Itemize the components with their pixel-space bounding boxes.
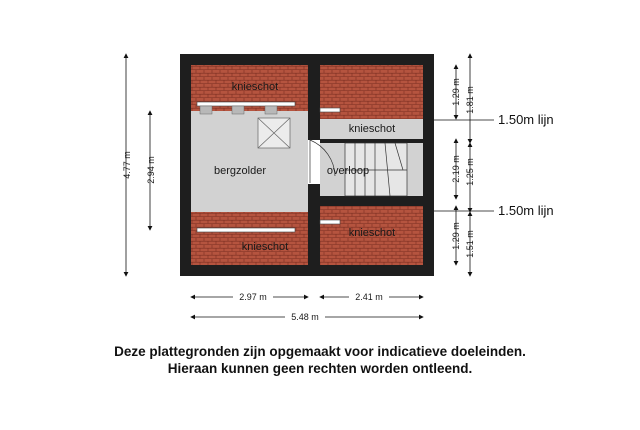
knee-wall-upper — [320, 139, 423, 143]
roof-tiles-bottom-left — [191, 212, 308, 265]
disclaimer-line-2: Hieraan kunnen geen rechten worden ontleend. — [167, 361, 473, 376]
dim-right-top: 1.29 m — [451, 78, 461, 106]
lijn-upper-label: 1.50m lijn — [498, 112, 554, 127]
lijn-lower-label: 1.50m lijn — [498, 203, 554, 218]
dim-right-bottom-outer: 1.51 m — [465, 230, 475, 258]
window-top-left — [197, 102, 295, 106]
window-bottom-left — [197, 228, 295, 232]
bergzolder-floor — [191, 111, 308, 212]
dim-left-inner: 2.94 m — [146, 156, 156, 184]
dim-bottom-total: 5.48 m — [291, 312, 319, 322]
knieschot-bottom-right-label: knieschot — [348, 227, 396, 239]
overloop-label: overloop — [326, 165, 370, 177]
knieschot-top-right-label: knieschot — [348, 123, 396, 135]
knee-wall-lower — [320, 196, 423, 200]
bergzolder-label: bergzolder — [214, 165, 266, 177]
loft-hatch — [258, 118, 290, 148]
window-bottom-right — [320, 220, 340, 224]
dim-bottom-left: 2.97 m — [239, 292, 267, 302]
window-detail-1 — [200, 106, 212, 114]
knieschot-bottom-left-label: knieschot — [241, 241, 289, 253]
knieschot-top-left-label: knieschot — [231, 81, 279, 93]
disclaimer-line-1: Deze plattegronden zijn opgemaakt voor indicatieve doeleinden. — [114, 344, 526, 359]
window-detail-3 — [265, 106, 277, 114]
window-top-right — [320, 108, 340, 112]
dim-right-mid-outer: 1.25 m — [465, 158, 475, 186]
dim-left-total: 4.77 m — [122, 151, 132, 179]
dim-bottom-right: 2.41 m — [355, 292, 383, 302]
dim-right-mid: 2.19 m — [451, 155, 461, 183]
window-detail-2 — [232, 106, 244, 114]
dim-right-top-outer: 1.81 m — [465, 86, 475, 114]
dim-right-bottom: 1.29 m — [451, 222, 461, 250]
